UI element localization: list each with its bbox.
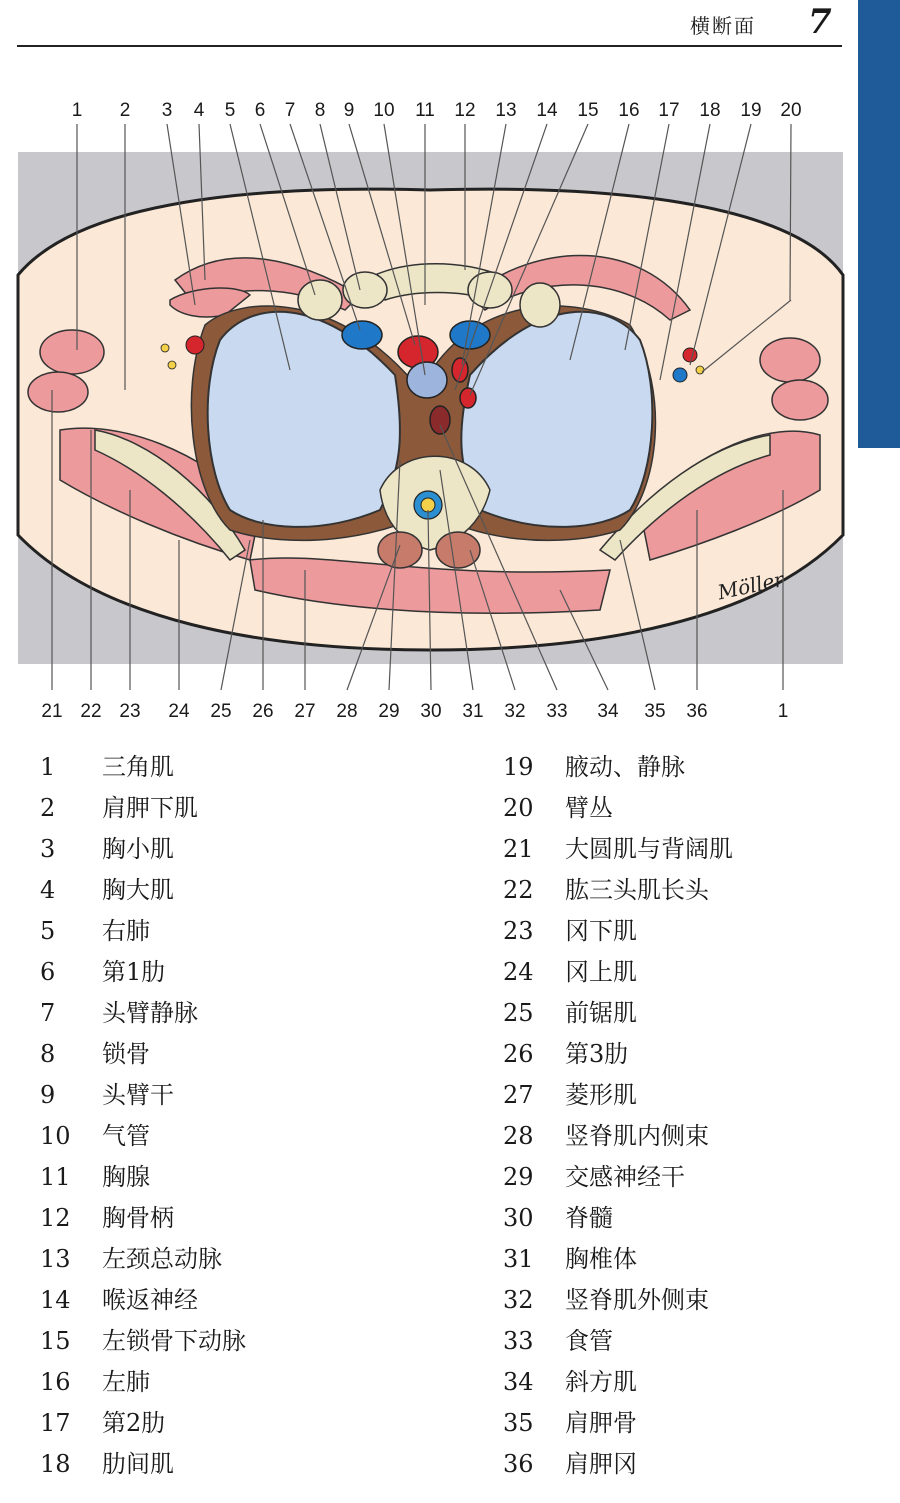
legend-term: 冈上肌 <box>565 958 637 986</box>
erector-spinae-medial-left <box>436 532 480 568</box>
legend-term: 右肺 <box>102 917 150 945</box>
legend-number: 22 <box>503 876 534 904</box>
legend-number: 24 <box>503 958 534 986</box>
legend-term: 交感神经干 <box>565 1163 685 1191</box>
bottom-label: 28 <box>336 701 358 722</box>
bottom-label: 34 <box>597 701 619 722</box>
top-label: 1 <box>71 100 83 121</box>
legend-number: 11 <box>40 1163 71 1191</box>
brachiocephalic-vein-right <box>342 321 382 349</box>
legend-term: 竖脊肌外侧束 <box>565 1286 709 1314</box>
top-labels <box>72 100 802 121</box>
esophagus <box>430 406 450 434</box>
axillary-vein-left <box>673 368 687 382</box>
legend-term: 左锁骨下动脉 <box>102 1327 246 1355</box>
legend-number: 35 <box>503 1409 534 1437</box>
top-label: 9 <box>343 100 355 121</box>
legend-number: 21 <box>503 835 534 863</box>
legend-number: 3 <box>40 835 56 863</box>
deltoid-right-b <box>28 372 88 412</box>
legend-term: 臂丛 <box>565 794 613 822</box>
legend-number: 23 <box>503 917 534 945</box>
brachial-plexus-right-b <box>168 361 176 369</box>
left-subclavian-artery <box>460 388 476 408</box>
top-label: 17 <box>658 100 680 121</box>
bottom-label: 22 <box>80 701 102 722</box>
bottom-label: 36 <box>686 701 708 722</box>
legend-number: 31 <box>503 1245 534 1273</box>
legend-term: 腋动、静脉 <box>565 753 685 781</box>
legend-term: 第2肋 <box>102 1409 166 1437</box>
bottom-label: 24 <box>168 701 190 722</box>
clavicle-right <box>343 272 387 308</box>
bottom-label: 23 <box>119 701 141 722</box>
legend-number: 33 <box>503 1327 534 1355</box>
legend-number: 34 <box>503 1368 534 1396</box>
legend-number: 1 <box>40 753 56 781</box>
legend-number: 28 <box>503 1122 534 1150</box>
legend-term: 肩胛冈 <box>565 1450 637 1478</box>
legend-number: 25 <box>503 999 534 1027</box>
deltoid-right-a <box>40 330 104 374</box>
legend-term: 头臂干 <box>102 1081 174 1109</box>
legend-term: 肋间肌 <box>102 1450 174 1478</box>
axillary-artery-right <box>186 336 204 354</box>
first-rib-right <box>298 280 342 320</box>
top-label: 11 <box>415 100 435 121</box>
legend-term: 菱形肌 <box>565 1081 637 1109</box>
top-label: 19 <box>740 100 762 121</box>
legend-term: 胸大肌 <box>102 876 174 904</box>
top-label: 2 <box>119 100 131 121</box>
legend-term: 左颈总动脉 <box>102 1245 222 1273</box>
top-label: 15 <box>577 100 599 121</box>
legend-term: 肩胛下肌 <box>102 794 198 822</box>
legend-term: 斜方肌 <box>565 1368 637 1396</box>
legend-term: 喉返神经 <box>102 1286 198 1314</box>
page-number: 7 <box>808 2 832 42</box>
left-common-carotid <box>452 358 468 382</box>
section-title: 横断面 <box>690 14 756 38</box>
legend-number: 15 <box>40 1327 71 1355</box>
bottom-label: 21 <box>41 701 63 722</box>
anatomy-illustration <box>0 90 900 730</box>
deltoid-left-a <box>760 338 820 382</box>
legend-term: 第3肋 <box>565 1040 629 1068</box>
legend-term: 胸小肌 <box>102 835 174 863</box>
legend-term: 竖脊肌内侧束 <box>565 1122 709 1150</box>
legend-term: 肩胛骨 <box>565 1409 637 1437</box>
bottom-label: 27 <box>294 701 316 722</box>
top-label: 7 <box>284 100 296 121</box>
legend-number: 26 <box>503 1040 534 1068</box>
legend-number: 30 <box>503 1204 534 1232</box>
bottom-label: 26 <box>252 701 274 722</box>
legend-term: 大圆肌与背阔肌 <box>565 835 733 863</box>
legend-number: 6 <box>40 958 56 986</box>
legend-number: 8 <box>40 1040 56 1068</box>
legend-term: 锁骨 <box>102 1040 150 1068</box>
legend-number: 2 <box>40 794 56 822</box>
legend-number: 16 <box>40 1368 71 1396</box>
erector-spinae-medial-right <box>378 532 422 568</box>
top-label: 8 <box>314 100 326 121</box>
legend-term: 三角肌 <box>102 753 174 781</box>
legend-number: 27 <box>503 1081 534 1109</box>
legend-term: 肱三头肌长头 <box>565 876 709 904</box>
top-label: 6 <box>254 100 266 121</box>
bottom-label: 31 <box>462 701 484 722</box>
legend-number: 4 <box>40 876 56 904</box>
bottom-label: 30 <box>420 701 442 722</box>
bottom-labels <box>41 701 788 722</box>
top-label: 13 <box>495 100 517 121</box>
top-label: 18 <box>699 100 721 121</box>
legend-number: 10 <box>40 1122 71 1150</box>
legend-term: 左肺 <box>102 1368 150 1396</box>
header-rule <box>17 45 842 47</box>
legend-number: 36 <box>503 1450 534 1478</box>
cross-section-figure <box>0 90 900 730</box>
artist-signature: Möller <box>715 567 786 605</box>
legend-term: 头臂静脉 <box>102 999 198 1027</box>
top-label: 20 <box>780 100 802 121</box>
top-label: 12 <box>454 100 476 121</box>
bottom-label: 35 <box>644 701 666 722</box>
legend-term: 胸腺 <box>102 1163 150 1191</box>
legend-term: 食管 <box>565 1327 613 1355</box>
legend-number: 12 <box>40 1204 71 1232</box>
legend-number: 13 <box>40 1245 71 1273</box>
brachial-plexus-left <box>696 366 704 374</box>
top-label: 5 <box>224 100 236 121</box>
legend-number: 20 <box>503 794 534 822</box>
spinal-cord <box>421 498 435 512</box>
legend-term: 冈下肌 <box>565 917 637 945</box>
brachial-plexus-right-a <box>161 344 169 352</box>
legend-number: 7 <box>40 999 56 1027</box>
legend-number: 17 <box>40 1409 71 1437</box>
legend-term: 胸椎体 <box>565 1245 637 1273</box>
bottom-label: 1 <box>777 701 789 722</box>
legend-number: 18 <box>40 1450 71 1478</box>
bottom-label: 25 <box>210 701 232 722</box>
bottom-label: 29 <box>378 701 400 722</box>
legend-number: 19 <box>503 753 534 781</box>
deltoid-left-b <box>772 380 828 420</box>
legend-term: 气管 <box>102 1122 150 1150</box>
top-label: 3 <box>161 100 173 121</box>
legend-number: 29 <box>503 1163 534 1191</box>
legend-term: 脊髓 <box>565 1204 613 1232</box>
top-label: 14 <box>536 100 558 121</box>
top-label: 10 <box>373 100 395 121</box>
trachea <box>407 362 447 398</box>
legend-number: 32 <box>503 1286 534 1314</box>
bottom-label: 33 <box>546 701 568 722</box>
legend-number: 5 <box>40 917 56 945</box>
legend-term: 前锯肌 <box>565 999 637 1027</box>
legend-number: 14 <box>40 1286 71 1314</box>
legend-term: 胸骨柄 <box>102 1204 174 1232</box>
top-label: 16 <box>618 100 640 121</box>
top-label: 4 <box>193 100 205 121</box>
legend-number: 9 <box>40 1081 56 1109</box>
legend-term: 第1肋 <box>102 958 166 986</box>
axillary-artery-left <box>683 348 697 362</box>
bottom-label: 32 <box>504 701 526 722</box>
first-rib-left <box>520 283 560 327</box>
